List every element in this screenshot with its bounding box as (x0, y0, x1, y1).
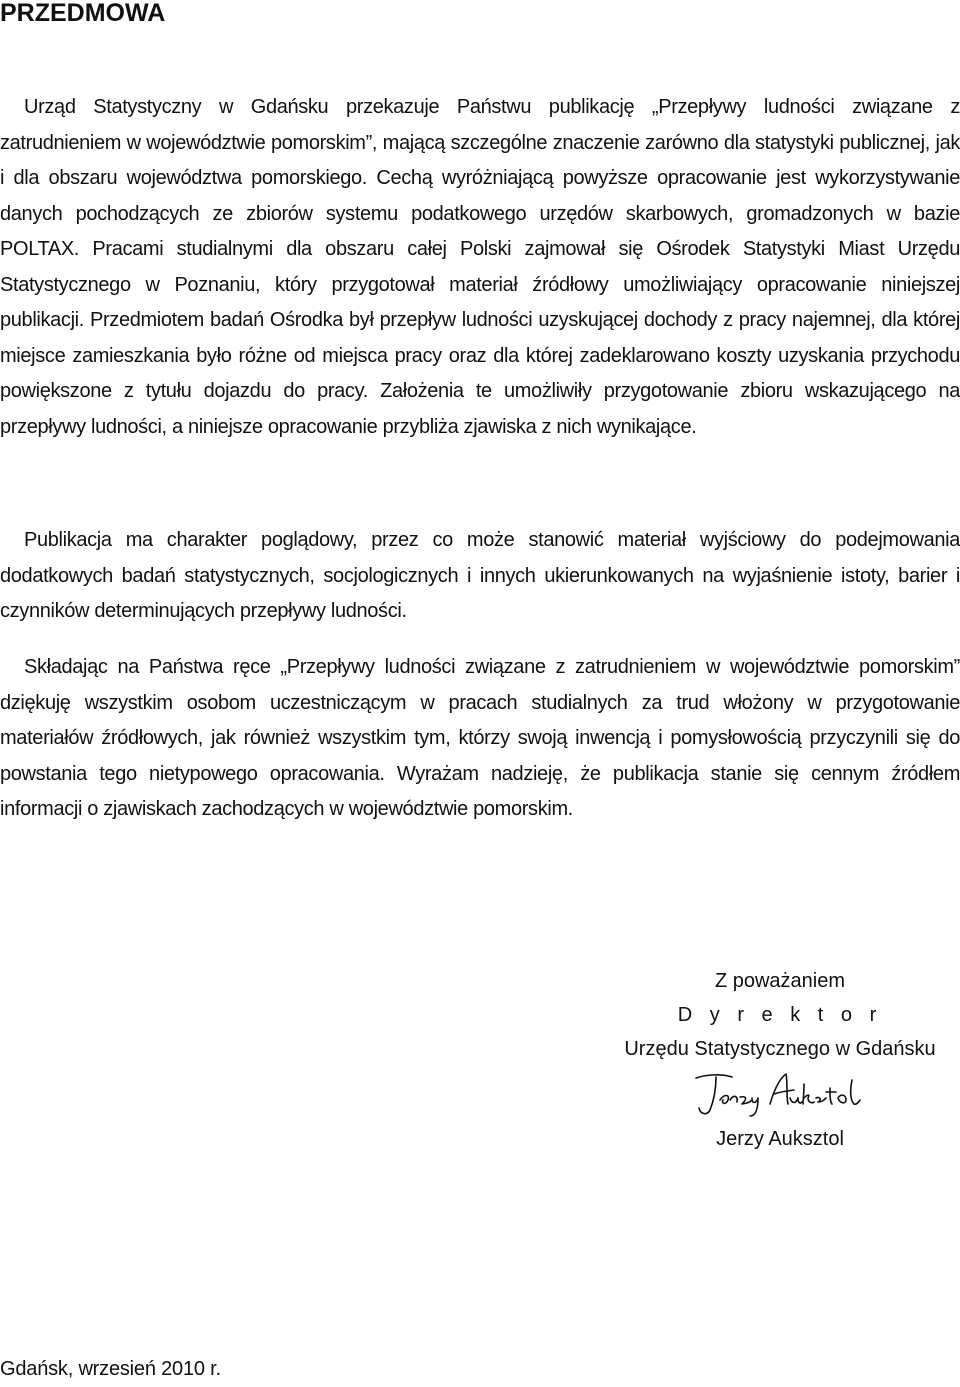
signature-office: Urzędu Statystycznego w Gdańsku (624, 1038, 936, 1060)
place-and-date: Gdańsk, wrzesień 2010 r. (0, 1358, 221, 1380)
signature-role: D y r e k t o r (677, 1004, 883, 1026)
page-title: PRZEDMOWA (0, 0, 166, 27)
paragraph-2: Publikacja ma charakter poglądowy, przez co może stanowić materiał wyjściowy do podejmowania dodatkowych badań statystycznych, socjologicznych i innych ukierunkowanych na wyjaśnienie istoty, barier i czynników determinujących przepływy ludności. (0, 529, 960, 622)
paragraph-1: Urząd Statystyczny w Gdańsku przekazuje Państwu publikację „Przepływy ludności związane z zatrudnieniem w województwie pomorskim”, mającą szczególne znaczenie zarówno dla statystyki publicznej, jak i dla obszaru województwa pomorskiego. Cechą wyróżniającą powyższe opracowanie jest wykorzystywanie danych pochodzących ze zbiorów systemu podatkowego urzędów skarbowych, gromadzonych w bazie POLTAX. Pracami studialnymi dla obszaru całej Polski zajmował się Ośrodek Statystyki Miast Urzędu Statystycznego w Poznaniu, który przygotował materiał źródłowy umożliwiający opracowanie niniejszej publikacji. Przedmiotem badań Ośrodka był przepływ ludności uzyskującej dochody z pracy najemnej, dla której miejsce zamieszkania było różne od miejsca pracy oraz dla której zadeklarowano koszty uzyskania przychodu powiększone z tytułu dojazdu do pracy. Założenia te umożliwiły przygotowanie zbioru wskazującego na przepływy ludności, a niniejsze opracowanie przybliża zjawiska z nich wynikające. (0, 96, 960, 438)
signature-closing: Z poważaniem (714, 970, 846, 992)
signature-block (600, 964, 960, 1156)
paragraph-3: Składając na Państwa ręce „Przepływy ludności związane z zatrudnieniem w województwie pomorskim” dziękuję wszystkim osobom uczestniczącym w pracach studialnych za trud włożony w przygotowanie materiałów źródłowych, jak również wszystkim tym, którzy swoją inwencją i pomysłowością przyczynili się do powstania tego nietypowego opracowania. Wyrażam nadzieję, że publikacja stanie się cennym źródłem informacji o zjawiskach zachodzących w województwie pomorskim. (0, 656, 960, 820)
handwritten-signature (690, 1070, 870, 1120)
signature-name: Jerzy Auksztol (716, 1128, 844, 1150)
